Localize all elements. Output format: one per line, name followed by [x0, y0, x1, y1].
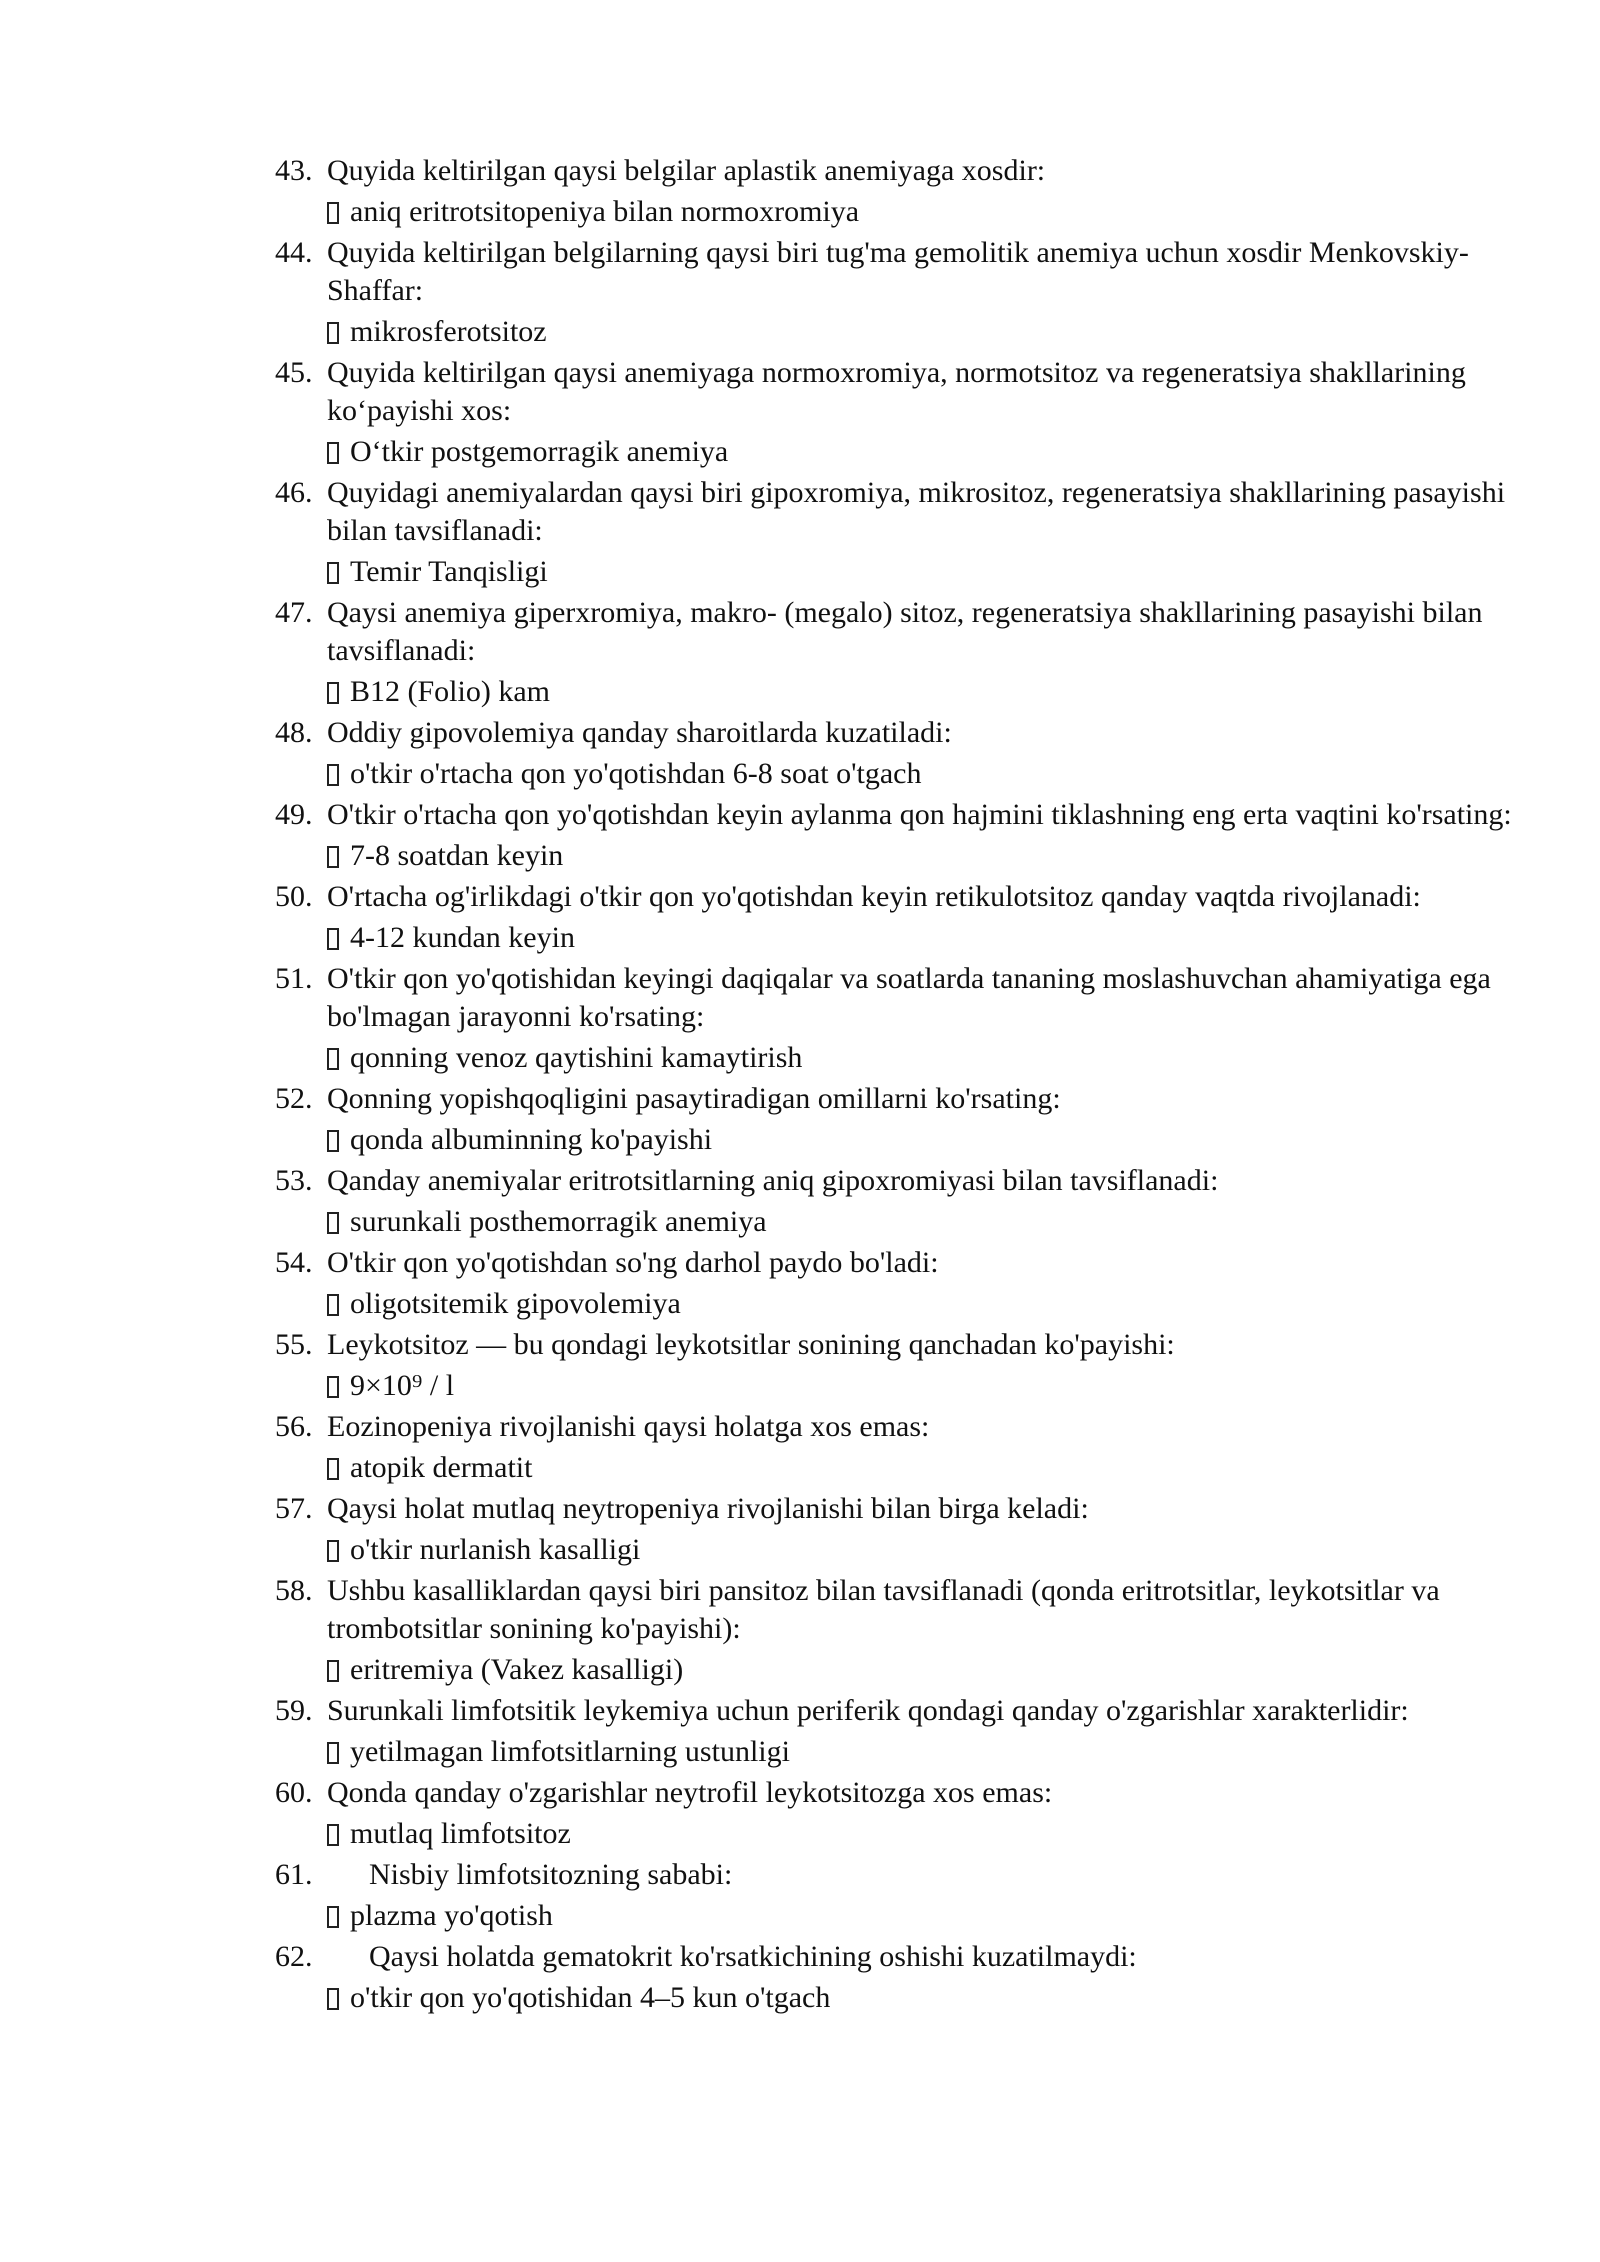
box-icon	[327, 1294, 339, 1316]
question-number: 49.	[275, 798, 313, 831]
question-number: 50.	[275, 880, 313, 913]
box-icon	[327, 1906, 339, 1928]
box-icon	[327, 1376, 339, 1398]
question-text: Nisbiy limfotsitozning sababi:	[369, 1858, 733, 1891]
answer-text: yetilmagan limfotsitlarning ustunligi	[350, 1735, 790, 1768]
answer-line	[275, 1531, 1515, 1569]
question-item	[275, 1490, 1515, 1569]
question-list	[275, 152, 1515, 2020]
question-text: Surunkali limfotsitik leykemiya uchun periferik qondagi qanday o'zgarishlar xarakterlidir:	[327, 1694, 1409, 1727]
answer-line	[275, 837, 1515, 875]
question-text: O'tkir qon yo'qotishidan keyingi daqiqalar va soatlarda tananing moslashuvchan ahamiyatiga ega bo'lmagan jarayonni ko'rsating:	[327, 962, 1491, 1033]
question-text: Qaysi anemiya giperxromiya, makro- (megalo) sitoz, regeneratsiya shakllarining pasayishi bilan tavsiflanadi:	[327, 596, 1483, 667]
answer-line	[275, 1897, 1515, 1935]
question-text: Qonda qanday o'zgarishlar neytrofil leykotsitozga xos emas:	[327, 1776, 1053, 1809]
question-line	[275, 1774, 1515, 1812]
question-item	[275, 354, 1515, 471]
question-number: 46.	[275, 476, 313, 509]
answer-text: B12 (Folio) kam	[350, 675, 550, 708]
answer-line	[275, 673, 1515, 711]
question-line	[275, 1490, 1515, 1528]
question-item	[275, 1572, 1515, 1689]
box-icon	[327, 1130, 339, 1152]
answer-line	[275, 313, 1515, 351]
question-number: 61.	[275, 1858, 313, 1891]
answer-text: o'tkir o'rtacha qon yo'qotishdan 6-8 soat o'tgach	[350, 757, 922, 790]
answer-line	[275, 1979, 1515, 2017]
answer-text: Temir Tanqisligi	[350, 555, 548, 588]
question-line	[275, 152, 1515, 190]
question-item	[275, 1938, 1515, 2017]
answer-text: atopik dermatit	[350, 1451, 533, 1484]
question-line	[275, 1692, 1515, 1730]
answer-line	[275, 919, 1515, 957]
question-item	[275, 796, 1515, 875]
box-icon	[327, 202, 339, 224]
question-line	[275, 474, 1515, 550]
question-item	[275, 594, 1515, 711]
question-text: Quyida keltirilgan belgilarning qaysi biri tug'ma gemolitik anemiya uchun xosdir Menkovskiy-Shaffar:	[327, 236, 1469, 307]
answer-line	[275, 1367, 1515, 1405]
question-line	[275, 960, 1515, 1036]
question-line	[275, 234, 1515, 310]
question-item	[275, 474, 1515, 591]
box-icon	[327, 1824, 339, 1846]
question-line	[275, 1856, 1515, 1894]
question-number: 47.	[275, 596, 313, 629]
question-line	[275, 1938, 1515, 1976]
box-icon	[327, 1540, 339, 1562]
question-text: Qonning yopishqoqligini pasaytiradigan omillarni ko'rsating:	[327, 1082, 1061, 1115]
box-icon	[327, 764, 339, 786]
box-icon	[327, 1660, 339, 1682]
answer-line	[275, 1733, 1515, 1771]
question-item	[275, 234, 1515, 351]
answer-text: surunkali posthemorragik anemiya	[350, 1205, 767, 1238]
answer-line	[275, 193, 1515, 231]
question-line	[275, 1326, 1515, 1364]
answer-line	[275, 1121, 1515, 1159]
question-number: 60.	[275, 1776, 313, 1809]
answer-text: O‘tkir postgemorragik anemiya	[350, 435, 729, 468]
box-icon	[327, 846, 339, 868]
question-item	[275, 960, 1515, 1077]
question-text: O'rtacha og'irlikdagi o'tkir qon yo'qotishdan keyin retikulotsitoz qanday vaqtda rivojlanadi:	[327, 880, 1421, 913]
question-number: 55.	[275, 1328, 313, 1361]
box-icon	[327, 682, 339, 704]
box-icon	[327, 1988, 339, 2010]
box-icon	[327, 442, 339, 464]
question-text: Leykotsitoz — bu qondagi leykotsitlar sonining qanchadan ko'payishi:	[327, 1328, 1175, 1361]
question-number: 44.	[275, 236, 313, 269]
question-line	[275, 1162, 1515, 1200]
question-text: O'tkir qon yo'qotishdan so'ng darhol paydo bo'ladi:	[327, 1246, 939, 1279]
question-number: 48.	[275, 716, 313, 749]
box-icon	[327, 562, 339, 584]
question-text: Ushbu kasalliklardan qaysi biri pansitoz bilan tavsiflanadi (qonda eritrotsitlar, leykotsitlar va trombotsitlar sonining ko'payishi):	[327, 1574, 1440, 1645]
question-number: 45.	[275, 356, 313, 389]
question-item	[275, 152, 1515, 231]
question-line	[275, 1408, 1515, 1446]
question-item	[275, 1162, 1515, 1241]
box-icon	[327, 1742, 339, 1764]
question-number: 52.	[275, 1082, 313, 1115]
box-icon	[327, 1048, 339, 1070]
question-line	[275, 594, 1515, 670]
answer-text: o'tkir nurlanish kasalligi	[350, 1533, 641, 1566]
answer-text: eritremiya (Vakez kasalligi)	[350, 1653, 684, 1686]
answer-line	[275, 1285, 1515, 1323]
answer-line	[275, 1449, 1515, 1487]
question-item	[275, 878, 1515, 957]
box-icon	[327, 928, 339, 950]
question-item	[275, 1080, 1515, 1159]
question-text: Quyida keltirilgan qaysi anemiyaga normoxromiya, normotsitoz va regeneratsiya shakllarining ko‘payishi xos:	[327, 356, 1466, 427]
question-text: Qaysi holat mutlaq neytropeniya rivojlanishi bilan birga keladi:	[327, 1492, 1089, 1525]
question-number: 62.	[275, 1940, 313, 1973]
answer-text: 9×10⁹ / l	[350, 1369, 455, 1402]
question-number: 53.	[275, 1164, 313, 1197]
question-number: 54.	[275, 1246, 313, 1279]
answer-line	[275, 1651, 1515, 1689]
question-line	[275, 878, 1515, 916]
question-item	[275, 1692, 1515, 1771]
answer-line	[275, 1815, 1515, 1853]
answer-line	[275, 553, 1515, 591]
answer-text: qonning venoz qaytishini kamaytirish	[350, 1041, 803, 1074]
question-number: 57.	[275, 1492, 313, 1525]
answer-text: qonda albuminning ko'payishi	[350, 1123, 713, 1156]
question-number: 58.	[275, 1574, 313, 1607]
question-text: Eozinopeniya rivojlanishi qaysi holatga xos emas:	[327, 1410, 930, 1443]
question-text: Oddiy gipovolemiya qanday sharoitlarda kuzatiladi:	[327, 716, 952, 749]
box-icon	[327, 1458, 339, 1480]
question-text: Quyidagi anemiyalardan qaysi biri gipoxromiya, mikrositoz, regeneratsiya shakllarining pasayishi bilan tavsiflanadi:	[327, 476, 1506, 547]
answer-line	[275, 1203, 1515, 1241]
question-line	[275, 796, 1515, 834]
question-item	[275, 1244, 1515, 1323]
box-icon	[327, 1212, 339, 1234]
answer-text: plazma yo'qotish	[350, 1899, 553, 1932]
answer-line	[275, 755, 1515, 793]
answer-text: oligotsitemik gipovolemiya	[350, 1287, 681, 1320]
answer-line	[275, 1039, 1515, 1077]
question-line	[275, 1080, 1515, 1118]
question-item	[275, 1774, 1515, 1853]
answer-text: aniq eritrotsitopeniya bilan normoxromiya	[350, 195, 860, 228]
question-text: Quyida keltirilgan qaysi belgilar aplastik anemiyaga xosdir:	[327, 154, 1046, 187]
answer-text: 4-12 kundan keyin	[350, 921, 575, 954]
question-item	[275, 1408, 1515, 1487]
answer-text: 7-8 soatdan keyin	[350, 839, 564, 872]
question-number: 59.	[275, 1694, 313, 1727]
question-text: Qanday anemiyalar eritrotsitlarning aniq gipoxromiyasi bilan tavsiflanadi:	[327, 1164, 1219, 1197]
question-text: Qaysi holatda gematokrit ko'rsatkichining oshishi kuzatilmaydi:	[369, 1940, 1137, 1973]
box-icon	[327, 322, 339, 344]
question-line	[275, 1244, 1515, 1282]
question-item	[275, 1856, 1515, 1935]
question-number: 43.	[275, 154, 313, 187]
question-line	[275, 354, 1515, 430]
question-number: 56.	[275, 1410, 313, 1443]
question-number: 51.	[275, 962, 313, 995]
question-text: O'tkir o'rtacha qon yo'qotishdan keyin aylanma qon hajmini tiklashning eng erta vaqtini ko'rsating:	[327, 798, 1512, 831]
answer-line	[275, 433, 1515, 471]
question-line	[275, 714, 1515, 752]
answer-text: mikrosferotsitoz	[350, 315, 547, 348]
answer-text: mutlaq limfotsitoz	[350, 1817, 571, 1850]
question-line	[275, 1572, 1515, 1648]
question-item	[275, 1326, 1515, 1405]
question-item	[275, 714, 1515, 793]
answer-text: o'tkir qon yo'qotishidan 4–5 kun o'tgach	[350, 1981, 831, 2014]
